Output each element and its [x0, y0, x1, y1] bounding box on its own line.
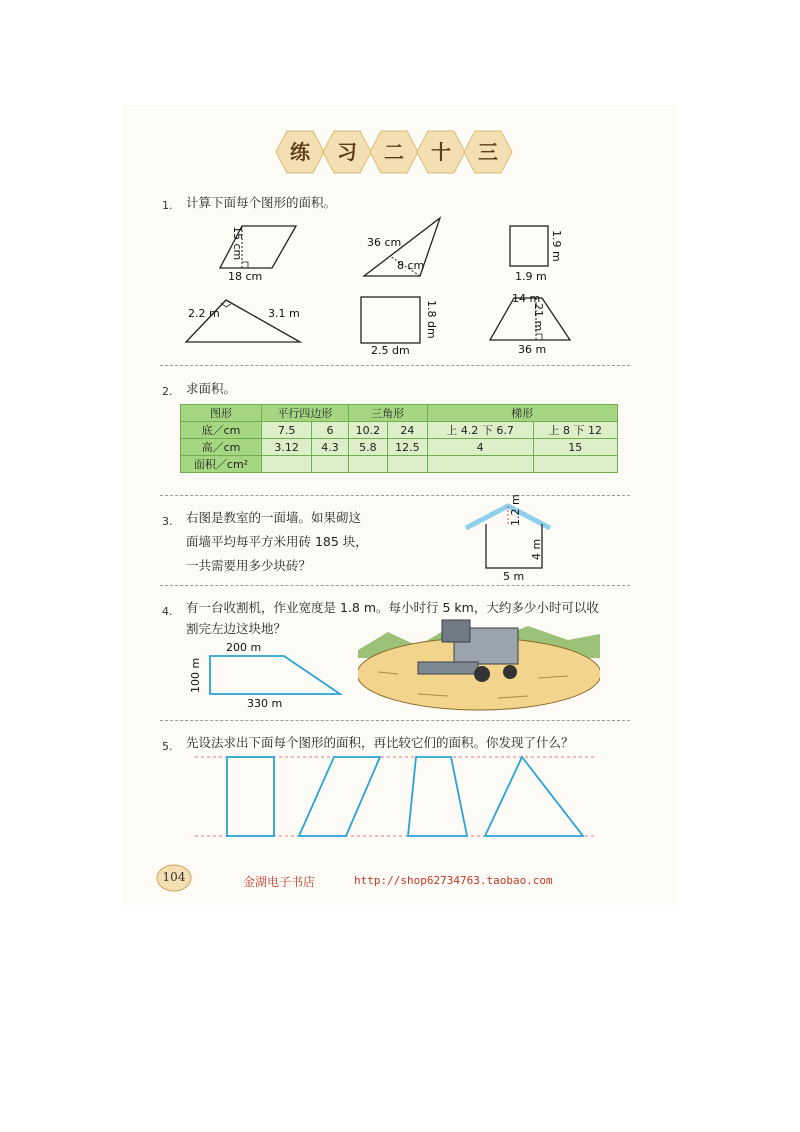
q3-line: 一共需要用多少块砖？ [186, 558, 312, 573]
title-char: 二 [384, 140, 404, 164]
table-cell: 6 [312, 422, 348, 439]
table-header: 平行四边形 [262, 405, 349, 422]
harvester-header [418, 662, 478, 674]
page-number: 104 [162, 870, 186, 884]
field-shape [210, 656, 340, 694]
title-hex [463, 130, 513, 174]
title-char: 习 [337, 140, 357, 164]
answer-cell[interactable] [262, 456, 312, 473]
triangle-figure [485, 757, 583, 836]
answer-cell[interactable] [312, 456, 348, 473]
q3-line: 面墙平均每平方米用砖 185 块， [186, 534, 368, 549]
trap-top-label: 14 m [512, 292, 541, 305]
title-char: 十 [431, 140, 451, 164]
answer-cell[interactable] [533, 456, 617, 473]
q4-line: 割完左边这块地？ [186, 621, 287, 636]
field-height-label: 100 m [189, 657, 202, 693]
table-cell: 24 [388, 422, 427, 439]
row-label: 面积／cm² [181, 456, 262, 473]
rt-leg-right-label: 3.1 m [268, 307, 300, 320]
table-row [181, 456, 618, 473]
roof-height-label: 1.2 m [509, 494, 522, 526]
table-row [181, 439, 618, 456]
table-cell: 10.2 [348, 422, 387, 439]
field-trapezoid [200, 650, 350, 700]
title-hex [275, 130, 325, 174]
area-table [180, 404, 618, 473]
divider [160, 585, 630, 586]
trap-height-label: 21 m [532, 303, 545, 332]
rt-leg-left-label: 2.2 m [188, 307, 220, 320]
table-cell: 4 [427, 439, 533, 456]
row-label: 底／cm [181, 422, 262, 439]
shop-name: 金湖电子书店 [243, 875, 316, 889]
square-bottom-label: 1.9 m [515, 270, 547, 283]
rect-width-label: 2.5 dm [371, 344, 410, 357]
title-hex [369, 130, 419, 174]
answer-cell[interactable] [388, 456, 427, 473]
q3-number: 3. [162, 515, 173, 528]
table-header: 梯形 [427, 405, 617, 422]
q1-text: 计算下面每个图形的面积。 [186, 195, 337, 210]
q5-number: 5. [162, 740, 173, 753]
q2-number: 2. [162, 385, 173, 398]
wheel-shape [474, 666, 490, 682]
divider [160, 720, 630, 721]
trap-bottom-label: 36 m [518, 343, 547, 356]
page-number-badge [156, 864, 192, 892]
q3-line: 右图是教室的一面墙。如果砌这 [186, 510, 362, 525]
divider [160, 495, 630, 496]
trapezoid-figure [408, 757, 467, 836]
para-base-label: 18 cm [228, 270, 263, 283]
wall-height-label: 4 m [530, 538, 543, 560]
rect-height-label: 1.8 dm [425, 300, 438, 339]
q2-text: 求面积。 [186, 381, 237, 396]
table-cell: 15 [533, 439, 617, 456]
q4-line: 有一台收割机，作业宽度是 1.8 m。每小时行 5 km，大约多少小时可以收 [186, 600, 599, 615]
wall-width-label: 5 m [503, 570, 525, 583]
field-bottom-label: 330 m [247, 697, 283, 710]
table-cell: 5.8 [348, 439, 387, 456]
rectangle-shape [361, 297, 420, 343]
row-label: 高／cm [181, 439, 262, 456]
table-cell: 3.12 [262, 439, 312, 456]
para-height-label: 15 cm [231, 226, 244, 261]
q1-number: 1. [162, 199, 173, 212]
title-hex [322, 130, 372, 174]
tri-height-label: 8 cm [397, 259, 425, 272]
table-header: 图形 [181, 405, 262, 422]
table-cell: 7.5 [262, 422, 312, 439]
wheel-shape [503, 665, 517, 679]
q5-figures [195, 752, 595, 844]
table-cell: 上 8 下 12 [533, 422, 617, 439]
q5-text: 先设法求出下面每个图形的面积，再比较它们的面积。你发现了什么？ [186, 735, 574, 750]
q4-number: 4. [162, 605, 173, 618]
title-char: 练 [290, 140, 310, 164]
title-char: 三 [478, 140, 498, 164]
title-hex [416, 130, 466, 174]
divider [160, 365, 630, 366]
answer-cell[interactable] [427, 456, 533, 473]
harvester-cab [442, 620, 470, 642]
table-row [181, 422, 618, 439]
shop-url[interactable]: http://shop62734763.taobao.com [354, 874, 553, 887]
harvester-illustration [358, 612, 600, 712]
table-cell: 12.5 [388, 439, 427, 456]
table-header: 三角形 [348, 405, 427, 422]
table-cell: 4.3 [312, 439, 348, 456]
table-header-row [181, 405, 618, 422]
roof-shape [466, 506, 550, 528]
exercise-title [275, 130, 515, 174]
square-side-label: 1.9 m [550, 230, 563, 262]
tri-side-label: 36 cm [367, 236, 402, 249]
table-cell: 上 4.2 下 6.7 [427, 422, 533, 439]
parallelogram-figure [299, 757, 380, 836]
square-shape [510, 226, 548, 266]
rectangle-figure [227, 757, 274, 836]
answer-cell[interactable] [348, 456, 387, 473]
field-top-label: 200 m [226, 641, 262, 654]
